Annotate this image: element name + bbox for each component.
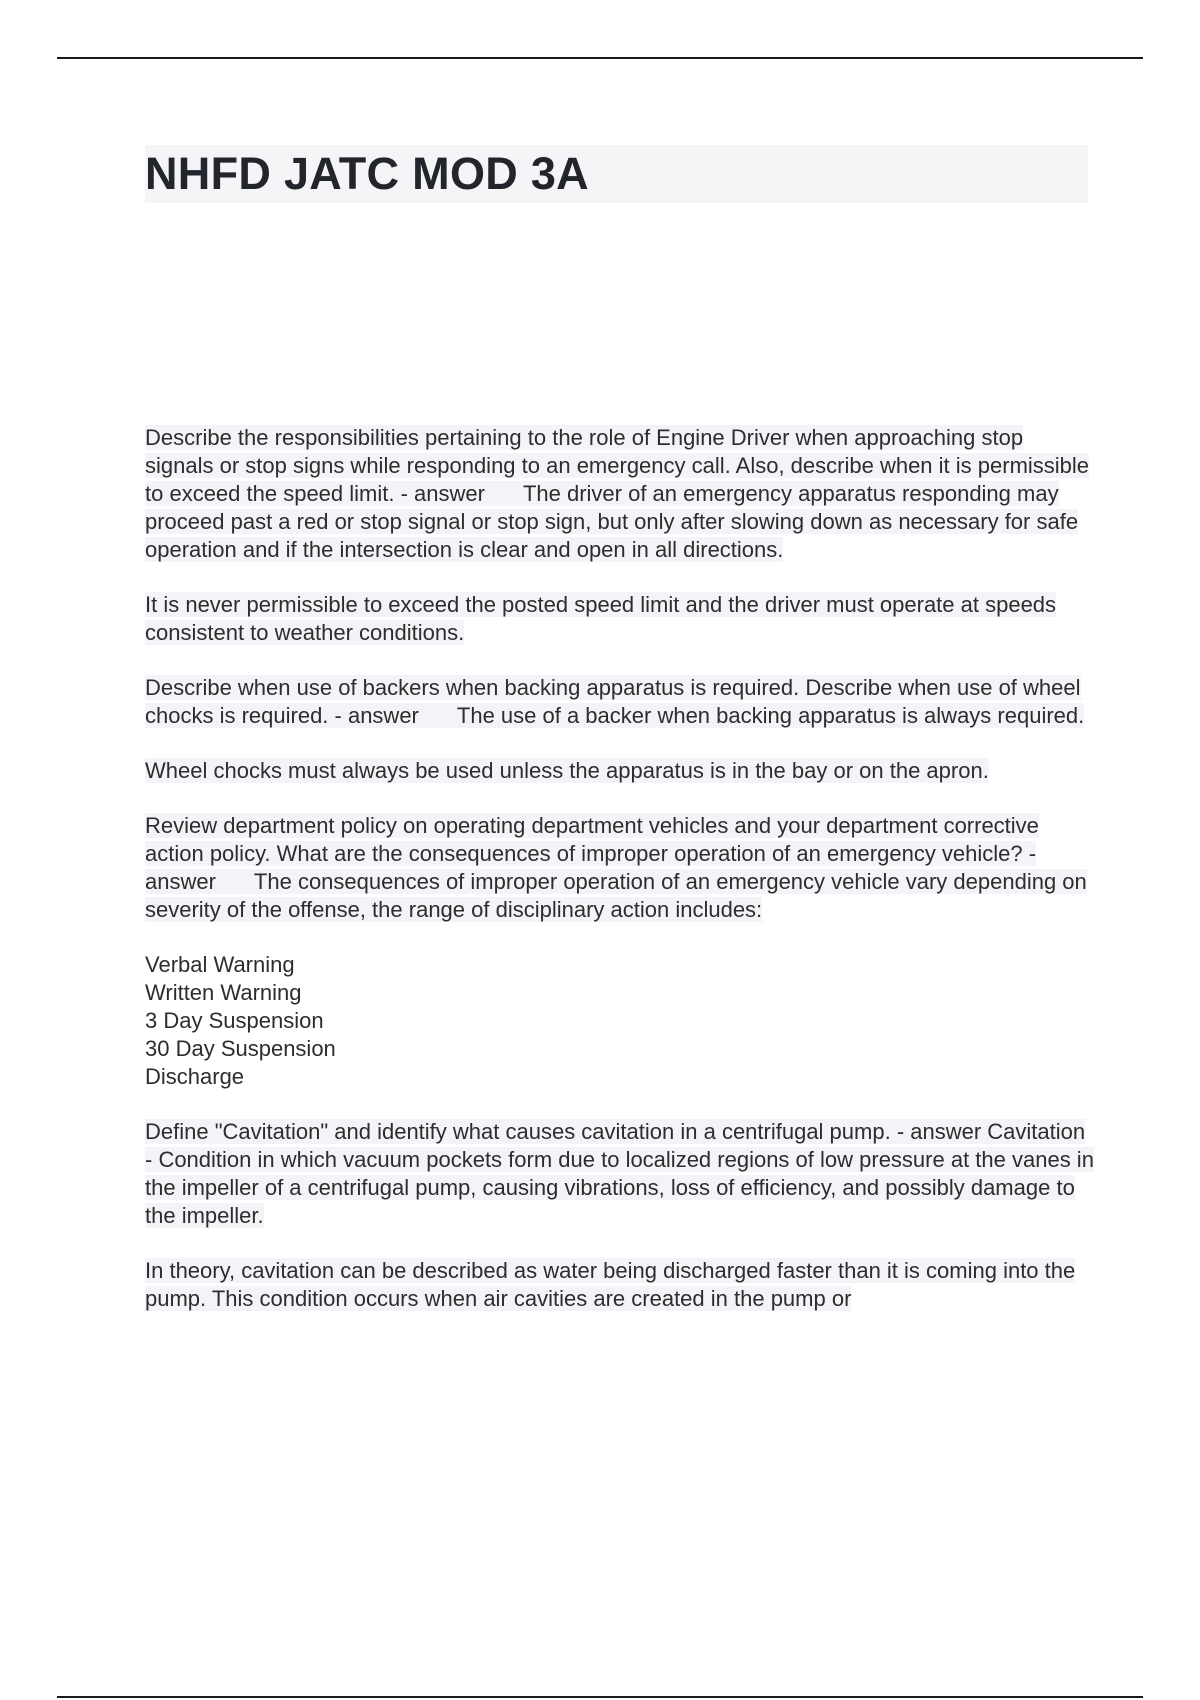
followup-paragraph [145,757,1095,785]
document-body [145,424,1095,1340]
followup-text: It is never permissible to exceed the posted speed limit and the driver must operate at speeds consistent to weather conditions. [145,592,1057,645]
list-item: Verbal Warning [145,952,295,977]
answer-text: The use of a backer when backing apparatus is always required. [456,703,1085,728]
answer-text: The driver of an emergency apparatus responding may proceed past a red or stop signal or stop sign, but only after slowing down as necessary for safe operation and if the intersection is clear and open in all directions. [145,481,1079,562]
qa-block-3 [145,812,1095,924]
followup-paragraph [145,591,1095,647]
header-rule [57,57,1143,59]
qa-block-1 [145,424,1095,564]
question-text: Describe when use of backers when backing apparatus is required. Describe when use of wheel chocks is required. - answer [145,675,1081,728]
followup-text: Wheel chocks must always be used unless the apparatus is in the bay or on the apron. [145,758,989,783]
list-item: Discharge [145,1064,245,1089]
followup-text: In theory, cavitation can be described as water being discharged faster than it is coming into the pump. This condition occurs when air cavities are created in the pump or [145,1258,1076,1311]
answer-text: The consequences of improper operation of an emergency vehicle vary depending on severity of the offense, the range of disciplinary action includes: [145,869,1087,922]
question-text: Define "Cavitation" and identify what causes cavitation in a centrifugal pump. - answer [145,1119,982,1144]
qa-block-4 [145,1118,1095,1230]
answer-text: Cavitation - Condition in which vacuum pockets form due to localized regions of low pressure at the vanes in the impeller of a centrifugal pump, causing vibrations, loss of efficiency, and possibly damage to the impeller. [145,1119,1094,1228]
question-text: Describe the responsibilities pertaining to the role of Engine Driver when approaching stop signals or stop signs while responding to an emergency call. Also, describe when it is permissible to exceed the speed limit. - answer [145,425,1090,506]
list-item: 3 Day Suspension [145,1008,324,1033]
question-text: Review department policy on operating department vehicles and your department corrective action policy. What are the consequences of improper operation of an emergency vehicle? - answer [145,813,1039,894]
page-title: NHFD JATC MOD 3A [145,148,589,199]
qa-block-2 [145,674,1095,730]
footer-rule [57,1696,1143,1698]
disciplinary-action-list [145,951,1095,1091]
followup-paragraph [145,1257,1095,1313]
list-item: 30 Day Suspension [145,1036,336,1061]
list-item: Written Warning [145,980,302,1005]
